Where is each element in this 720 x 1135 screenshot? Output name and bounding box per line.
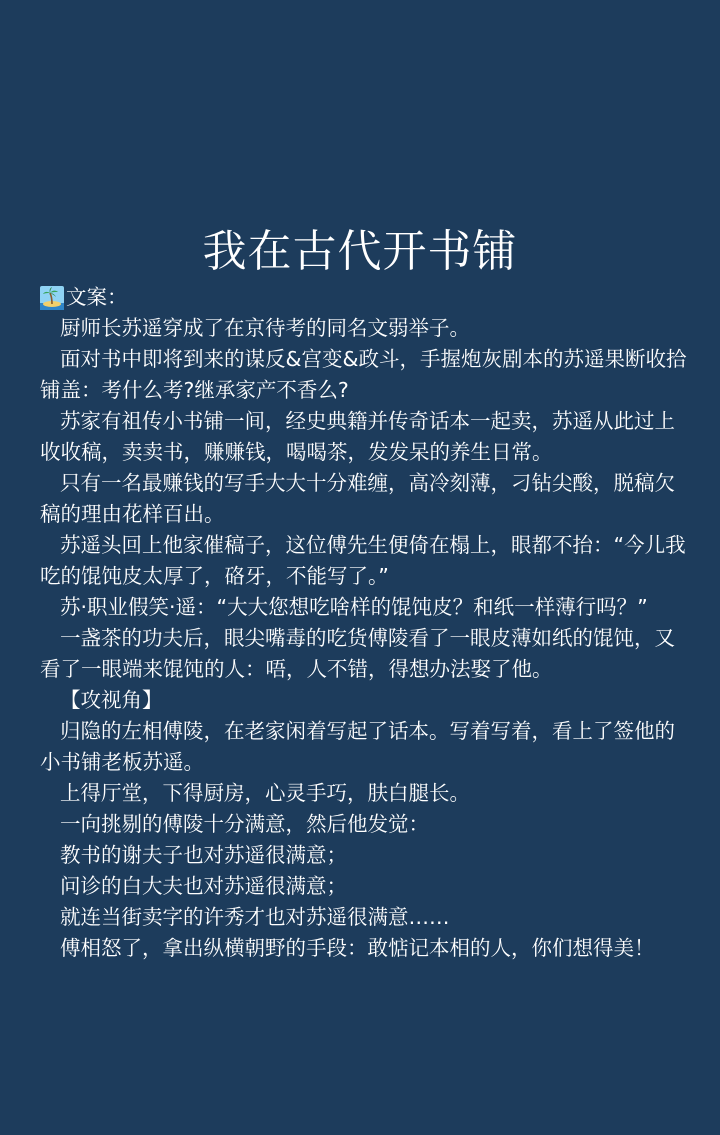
paragraph: 面对书中即将到来的谋反&宫变&政斗，手握炮灰剧本的苏遥果断收拾铺盖：考什么考?继承家产不香么? (40, 347, 687, 402)
desert-island-icon (40, 286, 64, 310)
paragraph: 上得厅堂，下得厨房，心灵手巧，肤白腿长。 (60, 781, 470, 805)
section-label-row (40, 282, 688, 313)
synopsis (40, 282, 688, 964)
paragraph: 苏·职业假笑·遥：“大大您想吃啥样的馄饨皮？和纸一样薄行吗？” (60, 595, 648, 619)
paragraph: 一盏茶的功夫后，眼尖嘴毒的吃货傅陵看了一眼皮薄如纸的馄饨，又看了一眼端来馄饨的人：唔，人不错，得想办法娶了他。 (40, 626, 675, 681)
paragraph: 归隐的左相傅陵，在老家闲着写起了话本。写着写着，看上了签他的小书铺老板苏遥。 (40, 719, 675, 774)
paragraph: 教书的谢夫子也对苏遥很满意； (60, 843, 347, 867)
paragraph-heading: 【攻视角】 (60, 688, 163, 712)
section-label: 文案： (66, 285, 128, 309)
paragraph: 厨师长苏遥穿成了在京待考的同名文弱举子。 (60, 316, 470, 340)
paragraph: 只有一名最赚钱的写手大大十分难缠，高冷刻薄，刁钻尖酸，脱稿欠稿的理由花样百出。 (40, 471, 675, 526)
paragraph: 苏家有祖传小书铺一间，经史典籍并传奇话本一起卖，苏遥从此过上收收稿，卖卖书，赚赚钱，喝喝茶，发发呆的养生日常。 (40, 409, 675, 464)
paragraph: 问诊的白大夫也对苏遥很满意； (60, 874, 347, 898)
paragraph: 一向挑剔的傅陵十分满意，然后他发觉： (60, 812, 429, 836)
page-title: 我在古代开书铺 (202, 226, 518, 277)
paragraph: 就连当街卖字的许秀才也对苏遥很满意…… (60, 905, 450, 929)
paragraph: 苏遥头回上他家催稿子，这位傅先生便倚在榻上，眼都不抬：“今儿我吃的馄饨皮太厚了，硌牙，不能写了。” (40, 533, 686, 588)
paragraph: 傅相怒了，拿出纵横朝野的手段：敢惦记本相的人，你们想得美！ (60, 936, 655, 960)
